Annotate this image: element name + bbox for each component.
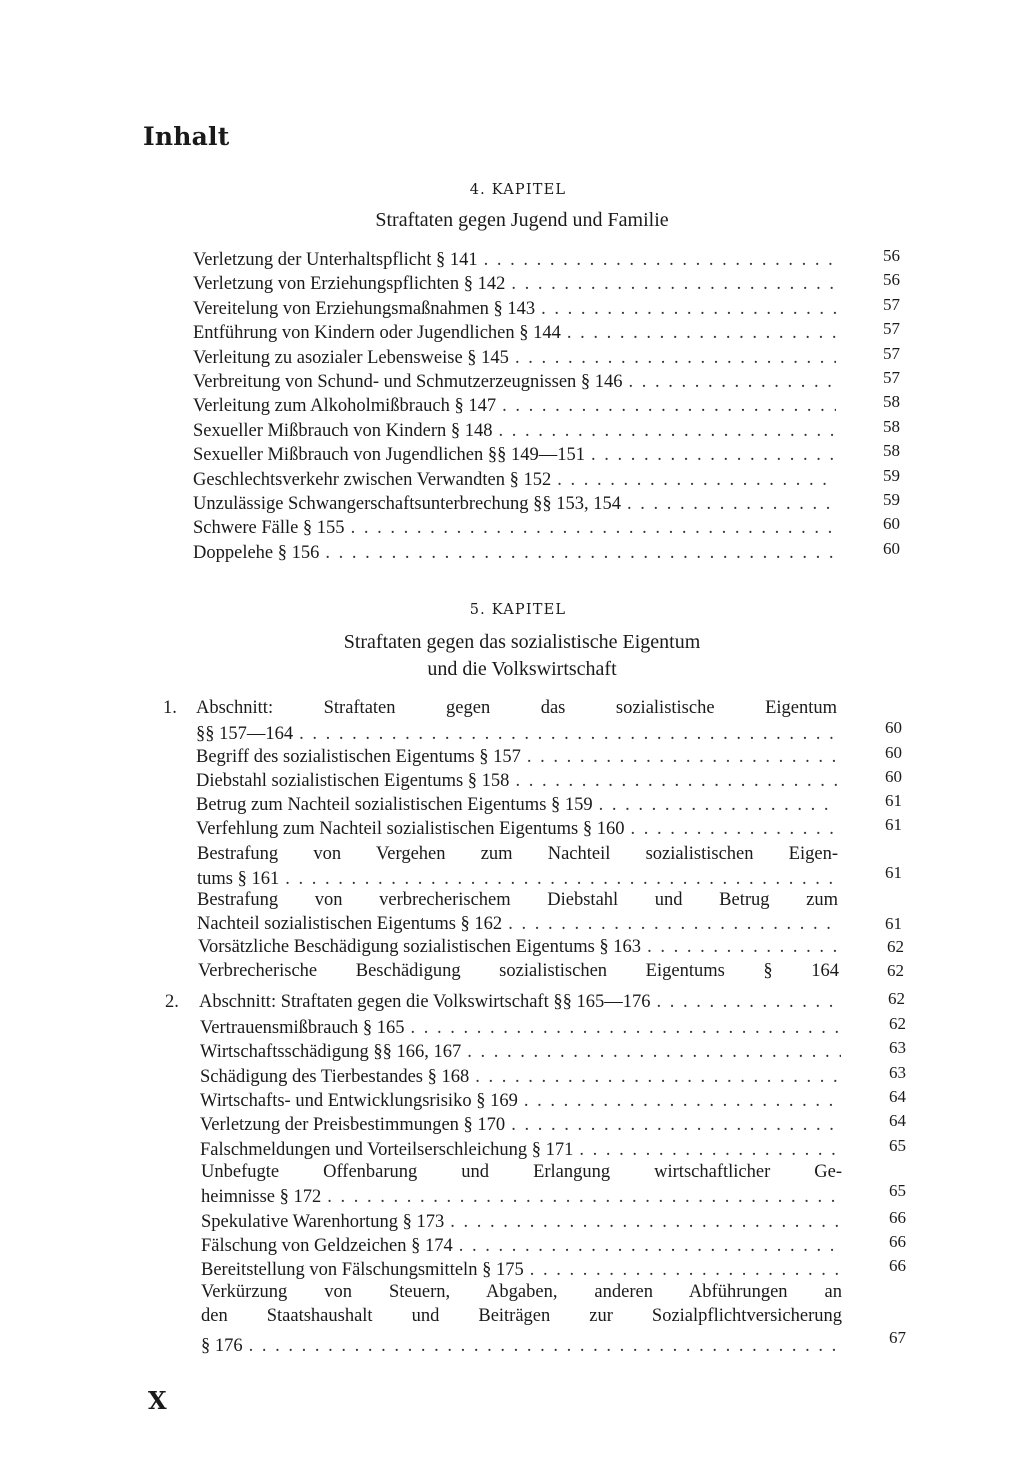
dot-leader [530, 1258, 842, 1282]
page-number: 58 [883, 392, 900, 412]
dot-leader [630, 817, 837, 841]
dot-leader [541, 297, 836, 321]
entry-title: Begriff des sozialistischen Eigentums § 157 [196, 747, 521, 767]
dot-leader [515, 769, 837, 793]
entry-title: Geschlechtsverkehr zwischen Verwandten § 152 [193, 469, 552, 490]
dot-leader [629, 370, 836, 394]
entry-title: Unzulässige Schwangerschaftsunterbrechung §§ 153, 154 [193, 494, 621, 514]
entry-title: Fälschung von Geldzeichen § 174 [201, 1236, 453, 1256]
entry-title: Entführung von Kindern oder Jugendlichen § 144 [193, 323, 561, 344]
page-number: 67 [889, 1328, 906, 1347]
section-2-number: 2. [165, 992, 179, 1012]
dot-leader [511, 1113, 841, 1137]
entry-title: Schädigung des Tierbestandes § 168 [200, 1066, 470, 1087]
entry-title: Verleitung zum Alkoholmißbrauch § 147 [193, 396, 497, 417]
dot-leader [249, 1334, 842, 1358]
entry-161-line-1: Bestrafung von Vergehen zum Nachteil sozialistischen Eigen- [197, 844, 838, 864]
entry-title: Bereitstellung von Fälschungsmitteln § 175 [201, 1260, 524, 1280]
dot-leader [508, 912, 838, 936]
entry-title: Verletzung der Unterhaltspflicht § 141 [193, 250, 478, 270]
page-number: 61 [885, 791, 902, 810]
entry-161-line-2: tums § 161 [197, 869, 280, 889]
page-number: 64 [889, 1111, 906, 1131]
page-number: 63 [889, 1038, 906, 1058]
page-number: 57 [883, 319, 900, 339]
dot-leader [591, 443, 836, 467]
page-number: 63 [889, 1062, 906, 1082]
entry-172-line-1: Unbefugte Offenbarung und Erlangung wirtschaftlicher Ge- [201, 1162, 842, 1182]
entry-176-line-2: den Staatshaushalt und Beiträgen zur Sozialpflichtversicherung [201, 1306, 842, 1326]
page-number: 66 [889, 1208, 906, 1227]
section-1-number: 1. [163, 698, 177, 718]
page-number: 62 [889, 1014, 906, 1033]
entry-title: Sexueller Mißbrauch von Kindern § 148 [193, 420, 493, 441]
entry-title: Vertrauensmißbrauch § 165 [200, 1018, 405, 1038]
page-number: 66 [889, 1256, 906, 1275]
entry-title: Verbreitung von Schund- und Schmutzerzeugnissen § 146 [193, 372, 623, 392]
dot-leader [499, 419, 836, 443]
dot-leader [467, 1040, 841, 1064]
entry-title: Spekulative Warenhortung § 173 [201, 1212, 445, 1232]
page-number: 60 [885, 767, 902, 786]
page-number: 60 [885, 718, 902, 737]
entry-title: Verletzung der Preisbestimmungen § 170 [200, 1115, 506, 1136]
page-number: 59 [883, 465, 900, 485]
dot-leader [557, 468, 836, 492]
chapter-5-title-line-2: und die Volkswirtschaft [427, 658, 617, 680]
dot-leader [299, 722, 837, 746]
dot-leader [502, 394, 836, 418]
entry-title: Sexueller Mißbrauch von Jugendlichen §§ 149—151 [193, 445, 586, 466]
entry-title: Doppelehe § 156 [193, 542, 320, 563]
page-number: 59 [883, 490, 900, 509]
entry-title: Vereitelung von Erziehungsmaßnahmen § 143 [193, 298, 536, 319]
chapter-5-title-line-1: Straftaten gegen das sozialistische Eigentum [343, 631, 701, 653]
entry-title: Schwere Fälle § 155 [193, 518, 345, 539]
entry-162-line-1: Bestrafung von verbrecherischem Diebstahl und Betrug zum [197, 890, 838, 910]
section-2-title: Abschnitt: Straftaten gegen die Volkswirtschaft §§ 165—176 [199, 992, 651, 1012]
dot-leader [627, 492, 836, 516]
dot-leader [524, 1089, 841, 1113]
page-number: 58 [883, 416, 900, 436]
chapter-5-label: 5. KAPITEL [469, 602, 567, 618]
dot-leader [484, 248, 836, 272]
entry-172-line-2: heimnisse § 172 [201, 1187, 322, 1207]
page-marker: X [148, 1386, 167, 1415]
dot-leader [327, 1185, 842, 1209]
entry-title: Verfehlung zum Nachteil sozialistischen Eigentums § 160 [196, 819, 625, 839]
entry-176-line-3: § 176 [201, 1336, 243, 1356]
dot-leader [450, 1210, 842, 1234]
page-number: 56 [883, 270, 900, 290]
section-1-title-line-2: §§ 157—164 [196, 724, 294, 744]
entry-title: Wirtschaftsschädigung §§ 166, 167 [200, 1042, 462, 1063]
page-number: 64 [889, 1086, 906, 1106]
dot-leader [511, 272, 836, 296]
page-number: 56 [883, 246, 900, 265]
page-number: 60 [885, 743, 902, 762]
entry-164-text: Verbrecherische Beschädigung sozialistischen Eigentums § 164 [198, 961, 839, 981]
page-number: 61 [885, 815, 902, 834]
dot-leader [656, 990, 840, 1014]
page-number: 58 [883, 441, 900, 461]
page-number: 65 [889, 1181, 906, 1200]
dot-leader [647, 935, 839, 959]
page-number: 65 [889, 1135, 906, 1155]
dot-leader [351, 516, 836, 540]
dot-leader [475, 1065, 841, 1089]
chapter-4-label: 4. KAPITEL [469, 182, 567, 198]
page-number: 57 [883, 343, 900, 363]
page-number: 60 [883, 514, 900, 534]
dot-leader [515, 346, 836, 370]
page-number: 62 [887, 961, 904, 980]
dot-leader [459, 1234, 842, 1258]
dot-leader [325, 541, 836, 565]
page-number: 66 [889, 1232, 906, 1251]
entry-title: Diebstahl sozialistischen Eigentums § 158 [196, 771, 510, 791]
page-number: 57 [883, 368, 900, 387]
page-number: 57 [883, 294, 900, 314]
page-number: 62 [887, 937, 904, 956]
entry-title: Verletzung von Erziehungspflichten § 142 [193, 274, 506, 295]
page-title: Inhalt [143, 122, 230, 151]
dot-leader [579, 1138, 841, 1162]
dot-leader [567, 321, 836, 345]
entry-title: Falschmeldungen und Vorteilserschleichung § 171 [200, 1139, 574, 1160]
page-number: 61 [885, 914, 902, 933]
entry-title: Wirtschafts- und Entwicklungsrisiko § 169 [200, 1090, 518, 1111]
entry-176-line-1: Verkürzung von Steuern, Abgaben, anderen Abführungen an [201, 1282, 842, 1302]
entry-163-text: Vorsätzliche Beschädigung sozialistischen Eigentums § 163 [198, 937, 642, 957]
page-number: 60 [883, 538, 900, 558]
entry-162-line-2: Nachteil sozialistischen Eigentums § 162 [197, 914, 503, 934]
dot-leader [527, 745, 837, 769]
dot-leader [410, 1016, 841, 1040]
page-number: 62 [888, 989, 905, 1008]
section-1-title-line-1: Abschnitt: Straftaten gegen das sozialistische Eigentum [196, 698, 837, 718]
page-number: 61 [885, 863, 902, 882]
entry-title: Betrug zum Nachteil sozialistischen Eigentums § 159 [196, 795, 593, 815]
entry-title: Verleitung zu asozialer Lebensweise § 145 [193, 347, 509, 368]
dot-leader [599, 793, 837, 817]
chapter-4-title: Straftaten gegen Jugend und Familie [375, 209, 669, 231]
